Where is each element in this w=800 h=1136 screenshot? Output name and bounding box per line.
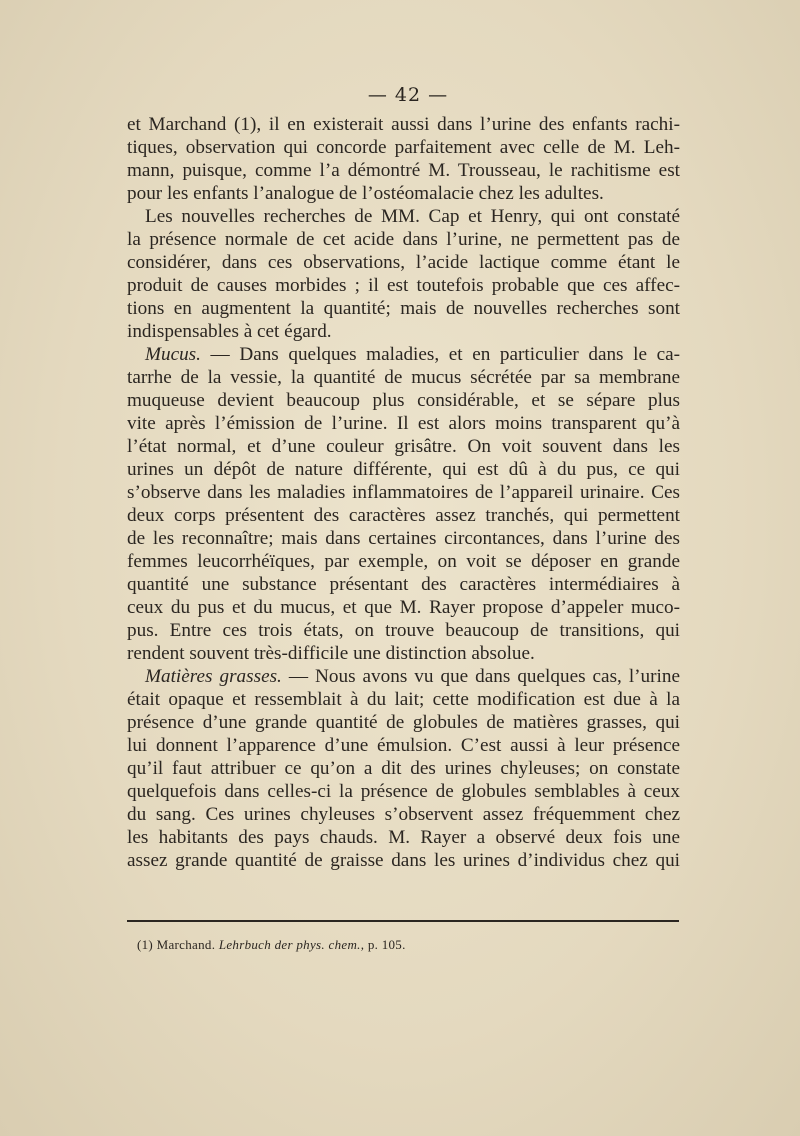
text-line: mann, puisque, comme l’a démontré M. Trousseau, le rachitisme est (127, 160, 680, 181)
text-line: lui donnent l’apparence d’une émulsion. C’est aussi à leur présence (127, 735, 680, 756)
footnote-divider (127, 920, 679, 922)
text-line: pour les enfants l’analogue de l’ostéomalacie chez les adultes. (127, 183, 604, 204)
footnote-title: Lehrbuch der phys. chem., (218, 937, 365, 952)
paragraph (127, 205, 680, 343)
text-line: pus. Entre ces trois états, on trouve beaucoup de transitions, qui (127, 620, 680, 641)
text-line: la présence normale de cet acide dans l’urine, ne permettent pas de (127, 229, 680, 250)
text-line: muqueuse devient beaucoup plus considérable, et se sépare plus (127, 390, 680, 411)
text-line: et Marchand (1), il en existerait aussi dans l’urine des enfants rachi- (127, 114, 680, 135)
text-line: urines un dépôt de nature différente, qui est dû à du pus, ce qui (127, 459, 680, 480)
text-line-rest: — Nous avons vu que dans quelques cas, l’urine (281, 666, 680, 687)
text-line: tarrhe de la vessie, la quantité de mucus sécrétée par sa membrane (127, 367, 680, 388)
text-line: deux corps présentent des caractères assez tranchés, qui permettent (127, 505, 680, 526)
text-line: assez grande quantité de graisse dans les urines d’individus chez qui (127, 850, 680, 871)
section-lead: Mucus. (145, 344, 201, 365)
text-line: de les reconnaître; mais dans certaines circontances, dans l’urine des (127, 528, 680, 549)
text-line: du sang. Ces urines chyleuses s’observent assez fréquemment chez (127, 804, 680, 825)
section-lead: Matières grasses. (145, 666, 282, 687)
paragraph (127, 113, 680, 205)
text-line: quantité une substance présentant des caractères intermédiaires à (127, 574, 680, 595)
text-line: produit de causes morbides ; il est toutefois probable que ces affec- (127, 275, 680, 296)
page-number: — 42 — (367, 84, 449, 106)
text-line: vite après l’émission de l’urine. Il est alors moins transparent qu’à (127, 413, 680, 434)
footnote-marker: (1) Marchand. (137, 937, 216, 952)
text-line: considérer, dans ces observations, l’acide lactique comme étant le (127, 252, 680, 273)
text-line (127, 343, 680, 366)
paragraph (127, 665, 680, 872)
text-line: tiques, observation qui concorde parfaitement avec celle de M. Leh- (127, 137, 680, 158)
text-line: ceux du pus et du mucus, et que M. Rayer propose d’appeler muco- (127, 597, 680, 618)
body-text (127, 113, 680, 872)
text-line: quelquefois dans celles-ci la présence de globules semblables à ceux (127, 781, 680, 802)
text-line: l’état normal, et d’une couleur grisâtre. On voit souvent dans les (127, 436, 680, 457)
text-line: s’observe dans les maladies inflammatoires de l’appareil urinaire. Ces (127, 482, 680, 503)
text-line: les habitants des pays chauds. M. Rayer a observé deux fois une (127, 827, 680, 848)
footnote (137, 937, 406, 953)
footnote-page: p. 105. (367, 937, 406, 952)
text-line: qu’il faut attribuer ce qu’on a dit des urines chyleuses; on constate (127, 758, 680, 779)
text-line: tions en augmentent la quantité; mais de nouvelles recherches sont (127, 298, 680, 319)
text-line (127, 665, 680, 688)
text-line: rendent souvent très-difficile une distinction absolue. (127, 643, 535, 664)
text-line-rest: — Dans quelques maladies, et en particulier dans le ca- (200, 344, 680, 365)
paragraph (127, 343, 680, 665)
text-line: présence d’une grande quantité de globules de matières grasses, qui (127, 712, 680, 733)
text-line: femmes leucorrhéïques, par exemple, on voit se déposer en grande (127, 551, 680, 572)
text-line: indispensables à cet égard. (127, 321, 332, 342)
text-line: Les nouvelles recherches de MM. Cap et Henry, qui ont constaté (145, 206, 680, 227)
text-line: était opaque et ressemblait à du lait; cette modification est due à la (127, 689, 680, 710)
